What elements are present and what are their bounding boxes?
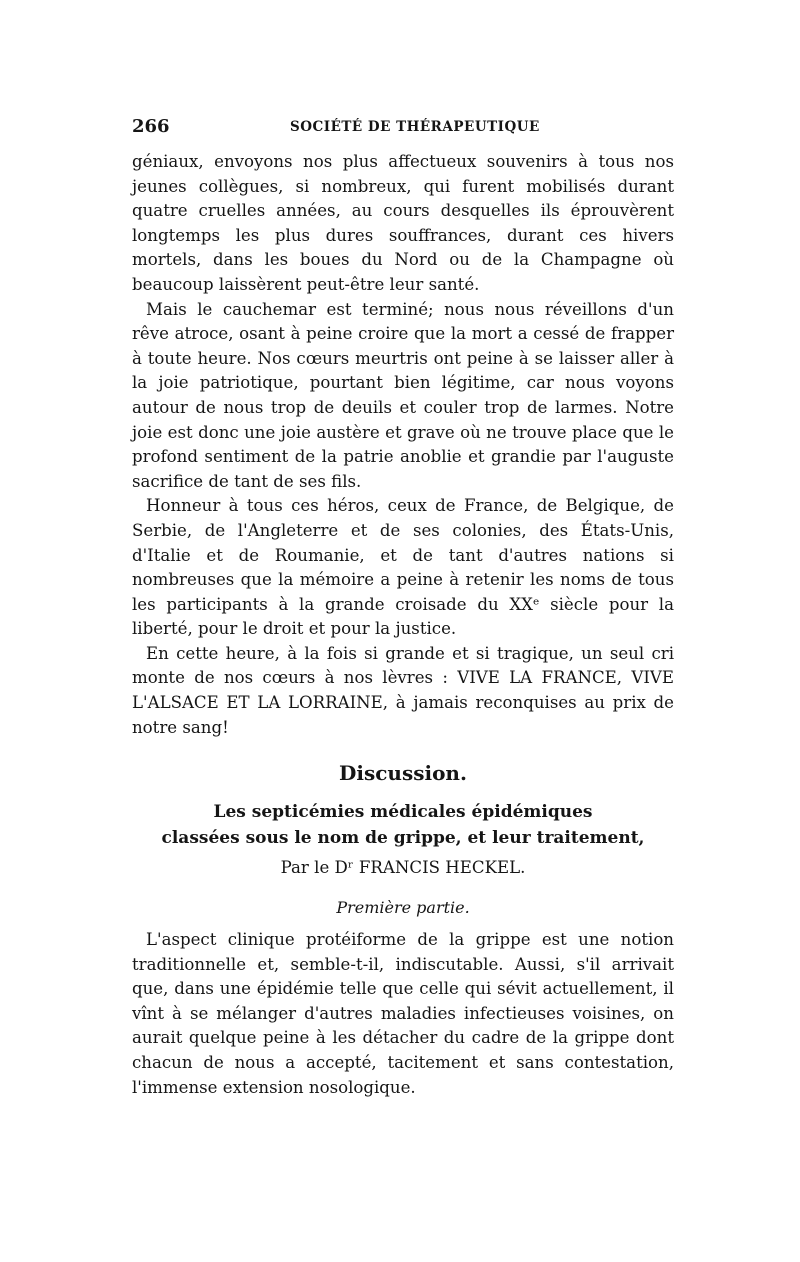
section-text [132, 928, 674, 1100]
article-author: Par le Dʳ FRANCIS HECKEL. [280, 858, 526, 877]
paragraph: Mais le cauchemar est terminé; nous nous réveillons d'un rêve atroce, osant à peine croire que la mort a cessé de frapper à toute heure. Nos cœurs meurtris ont peine à se laisser aller à la joie patriotique, pourtant bien légitime, car nous voyons autour de nous trop de deuils et couler trop de larmes. Notre joie est donc une joie austère et grave où ne trouve place que le profond sentiment de la patrie anoblie et grandie par l'auguste sacrifice de tant de ses fils. [132, 299, 674, 491]
page-number: 266 [132, 116, 170, 137]
part-heading: Première partie. [336, 898, 470, 917]
paragraph: En cette heure, à la fois si grande et si tragique, un seul cri monte de nos cœurs à nos lèvres : VIVE LA FRANCE, VIVE L'ALSACE ET LA LORRAINE, à jamais reconquises au prix de notre sang! [132, 643, 674, 737]
main-text [132, 150, 674, 740]
section-heading: Discussion. [339, 761, 467, 785]
article-title-line: classées sous le nom de grippe, et leur traitement, [161, 828, 645, 848]
article-title-line: Les septicémies médicales épidémiques [213, 802, 593, 822]
paragraph: L'aspect clinique protéiforme de la grippe est une notion traditionnelle et, semble-t-il, indiscutable. Aussi, s'il arrivait que, dans une épidémie telle que celle qui sévit actuellement, il vînt à se mélanger d'autres maladies infectieuses voisines, on aurait quelque peine à les détacher du cadre de la grippe dont chacun de nous a accepté, tacitement et sans contestation, l'immense extension nosologique. [132, 930, 674, 1097]
article-title [132, 799, 674, 851]
paragraph: Honneur à tous ces héros, ceux de France, de Belgique, de Serbie, de l'Angleterre et de ses colonies, des États-Unis, d'Italie et de Roumanie, et de tant d'autres nations si nombreuses que la mémoire a peine à retenir les noms de tous les participants à la grande croisade du XXᵉ siècle pour la liberté, pour le droit et pour la justice. [132, 496, 674, 639]
page-header [132, 116, 674, 138]
paragraph: géniaux, envoyons nos plus affectueux souvenirs à tous nos jeunes collègues, si nombreux, qui furent mobilisés durant quatre cruelles années, au cours desquelles ils éprouvèrent longtemps les plus dures souffrances, durant ces hivers mortels, dans les boues du Nord ou de la Champagne où beaucoup laissèrent peut-être leur santé. [132, 152, 674, 294]
running-head: SOCIÉTÉ DE THÉRAPEUTIQUE [290, 119, 540, 135]
